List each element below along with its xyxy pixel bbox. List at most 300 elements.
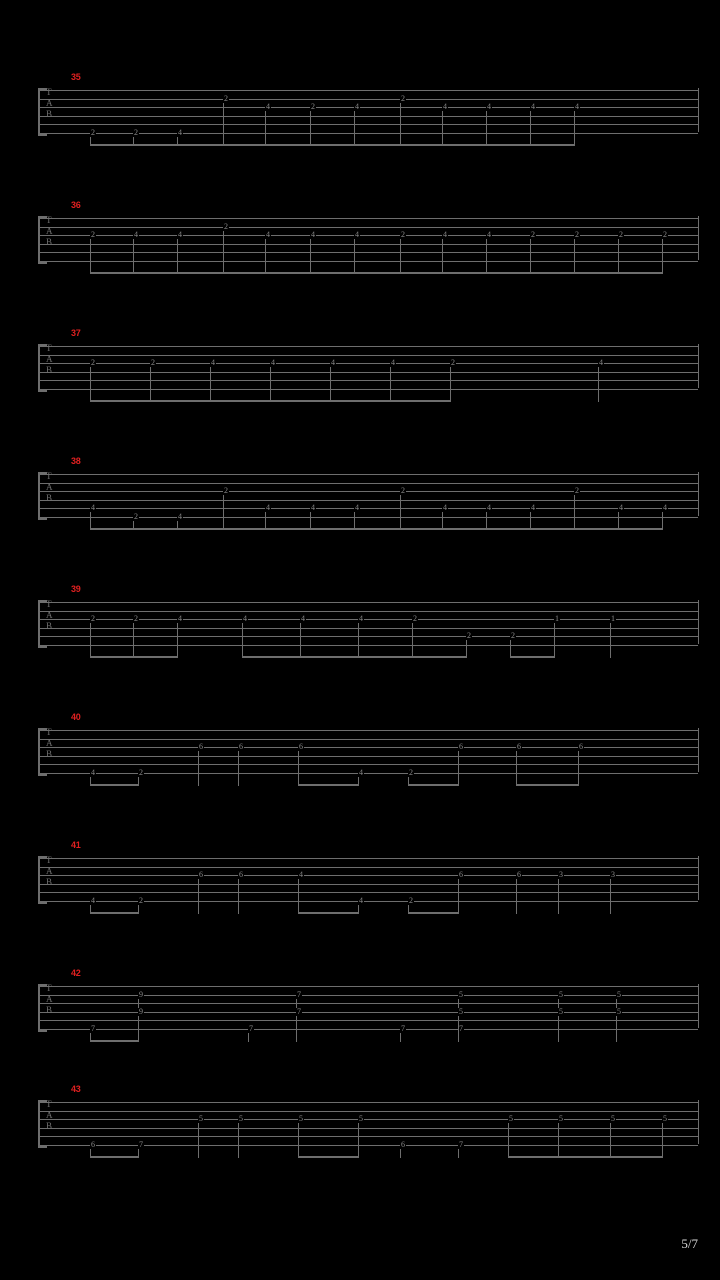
- barline: [698, 1100, 699, 1144]
- note-stem: [90, 367, 91, 402]
- note-stem: [574, 111, 575, 146]
- string-line: [38, 730, 698, 731]
- tab-note: 5: [663, 1114, 667, 1123]
- note-stem: [300, 623, 301, 658]
- note-stem: [400, 1149, 401, 1158]
- measure-number: 39: [71, 584, 81, 594]
- tab-note: 2: [619, 230, 623, 239]
- tab-note: 4: [91, 503, 95, 512]
- tab-note: 4: [355, 230, 359, 239]
- tab-clef-letter: T: [46, 1099, 51, 1109]
- measure-number: 40: [71, 712, 81, 722]
- note-stem: [150, 367, 151, 402]
- tab-note: 4: [443, 102, 447, 111]
- string-line: [38, 90, 698, 91]
- tab-clef-letter: T: [46, 599, 51, 609]
- tab-note: 2: [511, 631, 515, 640]
- tab-note: 4: [266, 102, 270, 111]
- tab-note: 2: [409, 896, 413, 905]
- tab-note: 2: [91, 614, 95, 623]
- note-stem: [198, 879, 199, 914]
- note-stem: [177, 239, 178, 274]
- tab-note: 6: [517, 870, 521, 879]
- tab-clef-letter: A: [46, 225, 52, 236]
- tab-note: 5: [459, 1007, 463, 1016]
- tab-note: 5: [239, 1114, 243, 1123]
- string-line: [38, 355, 698, 356]
- tab-note: 6: [239, 870, 243, 879]
- tab-note: 7: [249, 1024, 253, 1033]
- tab-note: 4: [575, 102, 579, 111]
- tab-note: 4: [91, 768, 95, 777]
- note-stem: [530, 239, 531, 274]
- tab-clef-letter: B: [46, 364, 52, 375]
- note-stem: [223, 231, 224, 274]
- beam: [90, 272, 663, 274]
- tab-note: 5: [559, 990, 563, 999]
- tab-note: 5: [559, 1007, 563, 1016]
- note-stem: [90, 239, 91, 274]
- beam: [90, 144, 575, 146]
- tab-note: 6: [299, 742, 303, 751]
- tab-note: 4: [211, 358, 215, 367]
- tab-clef: [46, 599, 52, 631]
- string-line: [38, 483, 698, 484]
- note-stem: [662, 239, 663, 274]
- string-line: [38, 764, 698, 765]
- tab-note: 4: [178, 230, 182, 239]
- string-line: [38, 739, 698, 740]
- tab-clef-letter: B: [46, 748, 52, 759]
- beam: [90, 1040, 139, 1042]
- tab-clef-letter: B: [46, 876, 52, 887]
- tab-note: 2: [451, 358, 455, 367]
- string-line: [38, 858, 698, 859]
- beam: [298, 1156, 359, 1158]
- tab-note: 4: [599, 358, 603, 367]
- page-number: 5/7: [681, 1236, 698, 1251]
- tab-note: 5: [559, 1114, 563, 1123]
- note-stem: [133, 239, 134, 274]
- tab-clef: [46, 471, 52, 503]
- note-stem: [400, 239, 401, 274]
- note-stem: [458, 1016, 459, 1042]
- note-stem: [516, 879, 517, 914]
- barline: [38, 472, 39, 516]
- tab-note: 4: [359, 614, 363, 623]
- note-stem: [177, 623, 178, 658]
- note-stem: [270, 367, 271, 402]
- note-stem: [558, 1016, 559, 1042]
- string-line: [38, 116, 698, 117]
- string-line: [38, 508, 698, 509]
- beam: [90, 528, 663, 530]
- note-stem: [358, 623, 359, 658]
- beam: [90, 1156, 139, 1158]
- string-line: [38, 747, 698, 748]
- measure-number: 35: [71, 72, 81, 82]
- tab-note: 4: [531, 503, 535, 512]
- string-line: [38, 636, 698, 637]
- tab-clef: [46, 983, 52, 1015]
- string-line: [38, 884, 698, 885]
- string-line: [38, 901, 698, 902]
- tab-clef: [46, 855, 52, 887]
- tab-clef-letter: B: [46, 1120, 52, 1131]
- note-stem: [298, 1123, 299, 1158]
- beam: [508, 1156, 663, 1158]
- tab-note: 4: [311, 230, 315, 239]
- tab-note: 2: [139, 768, 143, 777]
- note-stem: [358, 1123, 359, 1158]
- note-stem: [296, 1016, 297, 1042]
- note-stem: [265, 111, 266, 146]
- tab-note: 5: [617, 990, 621, 999]
- note-stem: [486, 239, 487, 274]
- string-line: [38, 346, 698, 347]
- string-line: [38, 1145, 698, 1146]
- string-line: [38, 1119, 698, 1120]
- tab-note: 2: [575, 230, 579, 239]
- string-line: [38, 474, 698, 475]
- tab-note: 5: [199, 1114, 203, 1123]
- tab-note: 4: [311, 503, 315, 512]
- tab-note: 9: [139, 990, 143, 999]
- note-stem: [354, 239, 355, 274]
- string-line: [38, 645, 698, 646]
- string-line: [38, 491, 698, 492]
- note-stem: [578, 751, 579, 786]
- note-stem: [508, 1123, 509, 1158]
- tab-note: 6: [401, 1140, 405, 1149]
- barline: [698, 344, 699, 388]
- tab-note: 4: [266, 230, 270, 239]
- tab-note: 4: [299, 870, 303, 879]
- tab-note: 7: [297, 990, 301, 999]
- tab-note: 2: [224, 222, 228, 231]
- tab-note: 4: [391, 358, 395, 367]
- note-stem: [558, 1123, 559, 1158]
- tab-note: 5: [617, 1007, 621, 1016]
- tab-note: 5: [459, 990, 463, 999]
- tab-note: 7: [139, 1140, 143, 1149]
- tab-clef-letter: B: [46, 1004, 52, 1015]
- measure-number: 36: [71, 200, 81, 210]
- tab-note: 3: [611, 870, 615, 879]
- tab-clef-letter: A: [46, 481, 52, 492]
- note-stem: [298, 751, 299, 786]
- tab-note: 2: [575, 486, 579, 495]
- staff: [38, 88, 698, 132]
- tab-note: 9: [139, 1007, 143, 1016]
- tab-note: 4: [663, 503, 667, 512]
- note-stem: [616, 1016, 617, 1042]
- barline: [38, 344, 39, 388]
- note-stem: [458, 751, 459, 786]
- tab-note: 4: [487, 102, 491, 111]
- staff: [38, 856, 698, 900]
- note-stem: [248, 1033, 249, 1042]
- tab-clef-letter: B: [46, 236, 52, 247]
- note-stem: [574, 239, 575, 274]
- staff: [38, 984, 698, 1028]
- tab-note: 4: [178, 614, 182, 623]
- tab-note: 2: [401, 94, 405, 103]
- tab-clef-letter: A: [46, 993, 52, 1004]
- measure-number: 42: [71, 968, 81, 978]
- staff: [38, 728, 698, 772]
- beam: [516, 784, 579, 786]
- tab-note: 4: [134, 230, 138, 239]
- string-line: [38, 628, 698, 629]
- beam: [90, 784, 139, 786]
- tab-clef-letter: T: [46, 471, 51, 481]
- note-stem: [310, 111, 311, 146]
- tab-note: 2: [401, 486, 405, 495]
- note-stem: [558, 879, 559, 914]
- tab-note: 7: [459, 1024, 463, 1033]
- string-line: [38, 892, 698, 893]
- tab-note: 2: [663, 230, 667, 239]
- tab-clef: [46, 727, 52, 759]
- tab-note: 4: [355, 102, 359, 111]
- note-stem: [330, 367, 331, 402]
- barline: [38, 1100, 39, 1144]
- string-line: [38, 611, 698, 612]
- string-line: [38, 1102, 698, 1103]
- tab-note: 4: [487, 230, 491, 239]
- tab-clef-letter: T: [46, 983, 51, 993]
- string-line: [38, 756, 698, 757]
- tab-clef-letter: T: [46, 855, 51, 865]
- note-stem: [516, 751, 517, 786]
- note-stem: [223, 103, 224, 146]
- string-line: [38, 389, 698, 390]
- tab-note: 2: [134, 128, 138, 137]
- string-line: [38, 227, 698, 228]
- tab-note: 6: [517, 742, 521, 751]
- note-stem: [310, 239, 311, 274]
- tab-clef-letter: A: [46, 97, 52, 108]
- tab-note: 2: [91, 358, 95, 367]
- beam: [298, 912, 359, 914]
- note-stem: [400, 495, 401, 530]
- beam: [408, 912, 459, 914]
- beam: [298, 784, 359, 786]
- tab-note: 4: [443, 503, 447, 512]
- string-line: [38, 1020, 698, 1021]
- tab-clef: [46, 87, 52, 119]
- tab-note: 2: [401, 230, 405, 239]
- string-line: [38, 875, 698, 876]
- barline: [698, 88, 699, 132]
- string-line: [38, 773, 698, 774]
- note-stem: [400, 103, 401, 146]
- barline: [38, 856, 39, 900]
- note-stem: [238, 879, 239, 914]
- measure-number: 41: [71, 840, 81, 850]
- string-line: [38, 995, 698, 996]
- barline: [698, 856, 699, 900]
- string-line: [38, 372, 698, 373]
- tab-note: 7: [91, 1024, 95, 1033]
- note-stem: [442, 111, 443, 146]
- tab-clef: [46, 215, 52, 247]
- string-line: [38, 1029, 698, 1030]
- tab-note: 1: [555, 614, 559, 623]
- tab-note: 4: [271, 358, 275, 367]
- tab-note: 4: [243, 614, 247, 623]
- tab-clef-letter: A: [46, 865, 52, 876]
- tab-note: 6: [459, 870, 463, 879]
- beam: [90, 400, 451, 402]
- tab-note: 7: [297, 1007, 301, 1016]
- note-stem: [133, 623, 134, 658]
- tab-clef-letter: T: [46, 727, 51, 737]
- note-stem: [486, 111, 487, 146]
- note-stem: [198, 751, 199, 786]
- tab-note: 2: [467, 631, 471, 640]
- string-line: [38, 1111, 698, 1112]
- note-stem: [242, 623, 243, 658]
- tab-note: 2: [224, 486, 228, 495]
- string-line: [38, 252, 698, 253]
- string-line: [38, 867, 698, 868]
- note-stem: [298, 879, 299, 914]
- tab-clef-letter: T: [46, 215, 51, 225]
- note-stem: [390, 367, 391, 402]
- string-line: [38, 1003, 698, 1004]
- tab-note: 4: [266, 503, 270, 512]
- tab-clef-letter: B: [46, 492, 52, 503]
- tab-note: 2: [91, 128, 95, 137]
- string-line: [38, 218, 698, 219]
- tab-note: 4: [359, 896, 363, 905]
- staff: [38, 472, 698, 516]
- string-line: [38, 124, 698, 125]
- note-stem: [442, 239, 443, 274]
- note-stem: [610, 879, 611, 914]
- tab-note: 4: [91, 896, 95, 905]
- barline: [38, 216, 39, 260]
- tab-note: 4: [355, 503, 359, 512]
- string-line: [38, 261, 698, 262]
- tab-note: 5: [359, 1114, 363, 1123]
- beam: [242, 656, 467, 658]
- barline: [698, 472, 699, 516]
- note-stem: [450, 367, 451, 402]
- string-line: [38, 107, 698, 108]
- string-line: [38, 244, 698, 245]
- string-line: [38, 1012, 698, 1013]
- tab-note: 2: [139, 896, 143, 905]
- tab-clef-letter: B: [46, 620, 52, 631]
- tab-note: 2: [531, 230, 535, 239]
- note-stem: [618, 239, 619, 274]
- barline: [38, 984, 39, 1028]
- beam: [90, 912, 139, 914]
- barline: [698, 600, 699, 644]
- barline: [38, 600, 39, 644]
- note-stem: [554, 623, 555, 658]
- note-stem: [238, 1123, 239, 1158]
- note-stem: [598, 367, 599, 402]
- tab-clef-letter: B: [46, 108, 52, 119]
- tab-note: 2: [409, 768, 413, 777]
- note-stem: [198, 1123, 199, 1158]
- tab-note: 6: [91, 1140, 95, 1149]
- tab-note: 4: [487, 503, 491, 512]
- note-stem: [610, 1123, 611, 1158]
- tab-note: 6: [199, 742, 203, 751]
- string-line: [38, 380, 698, 381]
- string-line: [38, 602, 698, 603]
- note-stem: [412, 623, 413, 658]
- note-stem: [265, 239, 266, 274]
- tab-note: 7: [459, 1140, 463, 1149]
- note-stem: [610, 623, 611, 658]
- tab-note: 2: [91, 230, 95, 239]
- barline: [698, 984, 699, 1028]
- tab-note: 2: [134, 512, 138, 521]
- tab-note: 2: [151, 358, 155, 367]
- note-stem: [458, 879, 459, 914]
- note-stem: [90, 623, 91, 658]
- tab-note: 4: [301, 614, 305, 623]
- tab-note: 5: [611, 1114, 615, 1123]
- barline: [38, 728, 39, 772]
- note-stem: [238, 751, 239, 786]
- note-stem: [530, 111, 531, 146]
- beam: [510, 656, 555, 658]
- tab-note: 6: [459, 742, 463, 751]
- tab-note: 2: [134, 614, 138, 623]
- string-line: [38, 99, 698, 100]
- beam: [408, 784, 459, 786]
- note-stem: [574, 495, 575, 530]
- tab-clef-letter: T: [46, 343, 51, 353]
- note-stem: [138, 1016, 139, 1042]
- tab-note: 4: [531, 102, 535, 111]
- tab-note: 6: [199, 870, 203, 879]
- note-stem: [210, 367, 211, 402]
- tab-clef-letter: A: [46, 1109, 52, 1120]
- tab-clef: [46, 1099, 52, 1131]
- beam: [90, 656, 178, 658]
- tab-note: 4: [619, 503, 623, 512]
- tab-note: 4: [178, 128, 182, 137]
- tab-note: 2: [413, 614, 417, 623]
- tab-clef: [46, 343, 52, 375]
- tab-note: 5: [299, 1114, 303, 1123]
- note-stem: [354, 111, 355, 146]
- tab-note: 4: [178, 512, 182, 521]
- tab-clef-letter: A: [46, 353, 52, 364]
- tab-note: 6: [579, 742, 583, 751]
- note-stem: [458, 1149, 459, 1158]
- measure-number: 43: [71, 1084, 81, 1094]
- tab-note: 4: [331, 358, 335, 367]
- staff: [38, 1100, 698, 1144]
- tab-note: 5: [509, 1114, 513, 1123]
- tab-clef-letter: A: [46, 737, 52, 748]
- tab-note: 7: [401, 1024, 405, 1033]
- tab-note: 6: [239, 742, 243, 751]
- tab-clef-letter: A: [46, 609, 52, 620]
- tab-note: 4: [443, 230, 447, 239]
- measure-number: 37: [71, 328, 81, 338]
- measure-number: 38: [71, 456, 81, 466]
